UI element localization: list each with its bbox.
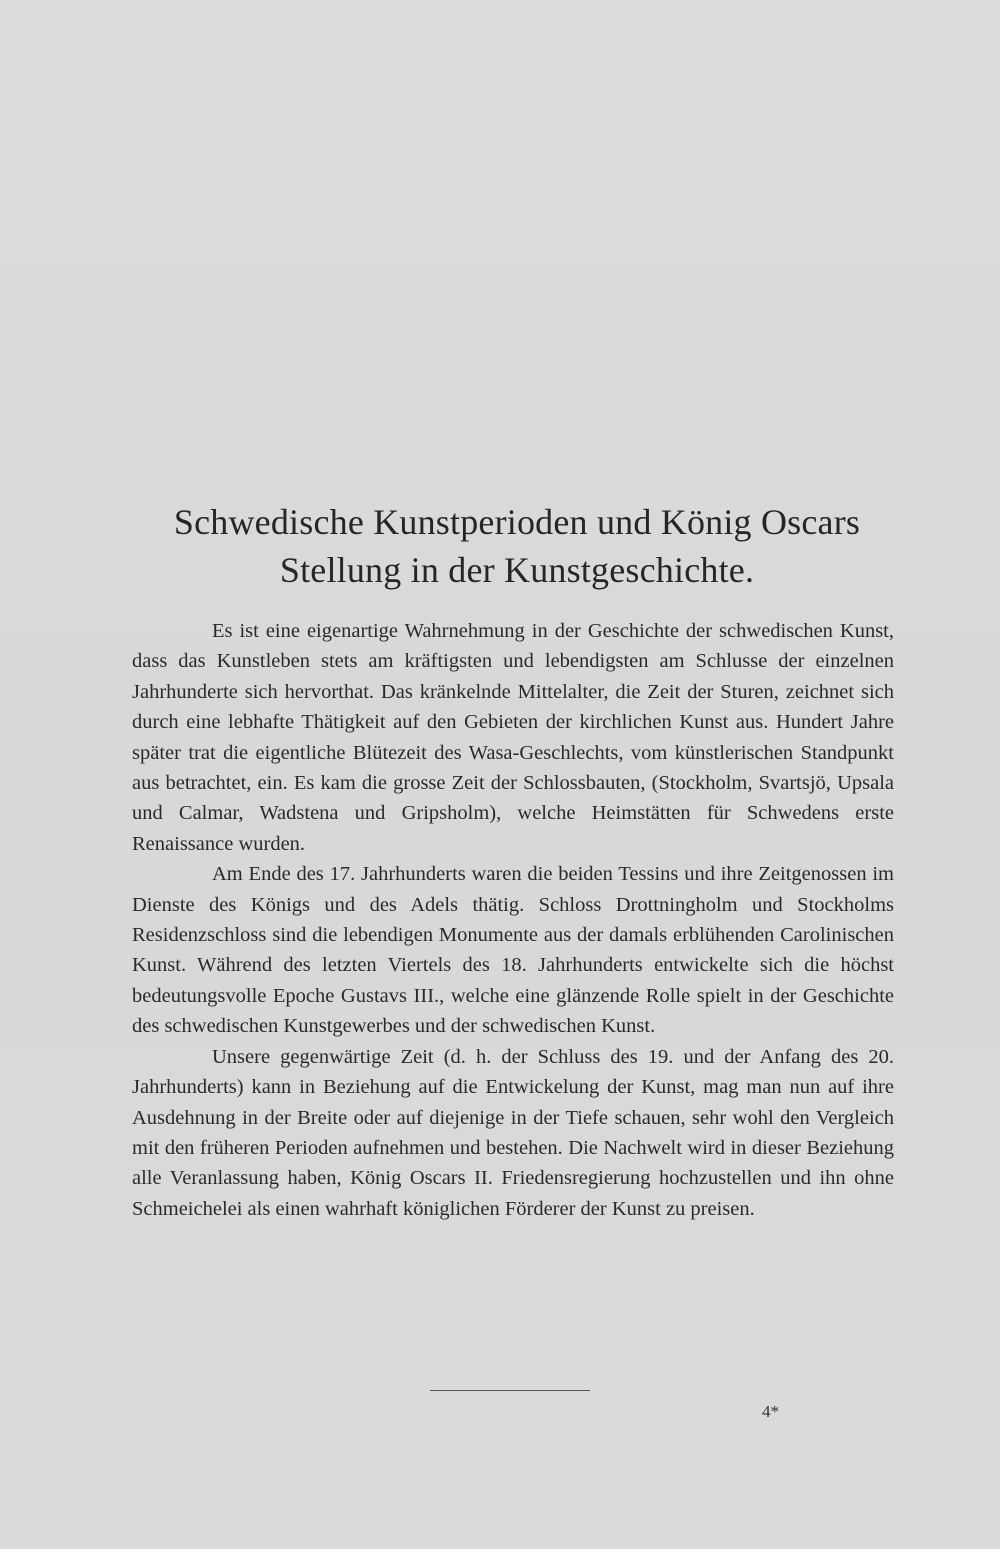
signature-mark: 4* (762, 1402, 779, 1421)
page-title (100, 498, 934, 594)
paragraph-3: Unsere gegenwärtige Zeit (d. h. der Schluss des 19. und der Anfang des 20. Jahrhunderts) kann in Beziehung auf die Entwickelung der Kunst, mag man nun auf ihre Ausdehnung in der Breite oder auf diejenige in der Tiefe schauen, sehr wohl den Vergleich mit den früheren Perioden aufnehmen und bestehen. Die Nachwelt wird in dieser Beziehung alle Veranlassung haben, König Oscars II. Friedensregierung hochzustellen und ihn ohne Schmeichelei als einen wahrhaft königlichen Förderer der Kunst zu preisen. (132, 1045, 894, 1220)
paragraph-1: Es ist eine eigenartige Wahrnehmung in der Geschichte der schwedischen Kunst, dass das Kunstleben stets am kräftigsten und lebendigsten am Schlusse der einzelnen Jahrhunderte sich hervorthat. Das kränkelnde Mittelalter, die Zeit der Sturen, zeichnet sich durch eine lebhafte Thätigkeit auf den Gebieten der kirchlichen Kunst aus. Hundert Jahre später trat die eigentliche Blütezeit des Wasa-Geschlechts, vom künstlerischen Standpunkt aus betrachtet, ein. Es kam die grosse Zeit der Schlossbauten, (Stockholm, Svartsjö, Upsala und Calmar, Wadstena und Gripsholm), welche Heimstätten für Schwedens erste Renaissance wurden. (132, 620, 894, 855)
footnote-rule (430, 1390, 590, 1391)
body-text (132, 616, 894, 1224)
title-line-1: Schwedische Kunstperioden und König Oscars (173, 502, 861, 542)
paragraph-2: Am Ende des 17. Jahrhunderts waren die beiden Tessins und ihre Zeitgenossen im Dienste des Königs und des Adels thätig. Schloss Drottningholm und Stockholms Residenzschloss sind die lebendigen Monumente aus der damals erblühenden Carolinischen Kunst. Während des letzten Viertels des 18. Jahrhunderts entwickelte sich die höchst bedeutungsvolle Epoche Gustavs III., welche eine glänzende Rolle spielt in der Geschichte des schwedischen Kunstgewerbes und der schwedischen Kunst. (132, 863, 894, 1038)
title-line-2: Stellung in der Kunstgeschichte. (279, 550, 755, 590)
